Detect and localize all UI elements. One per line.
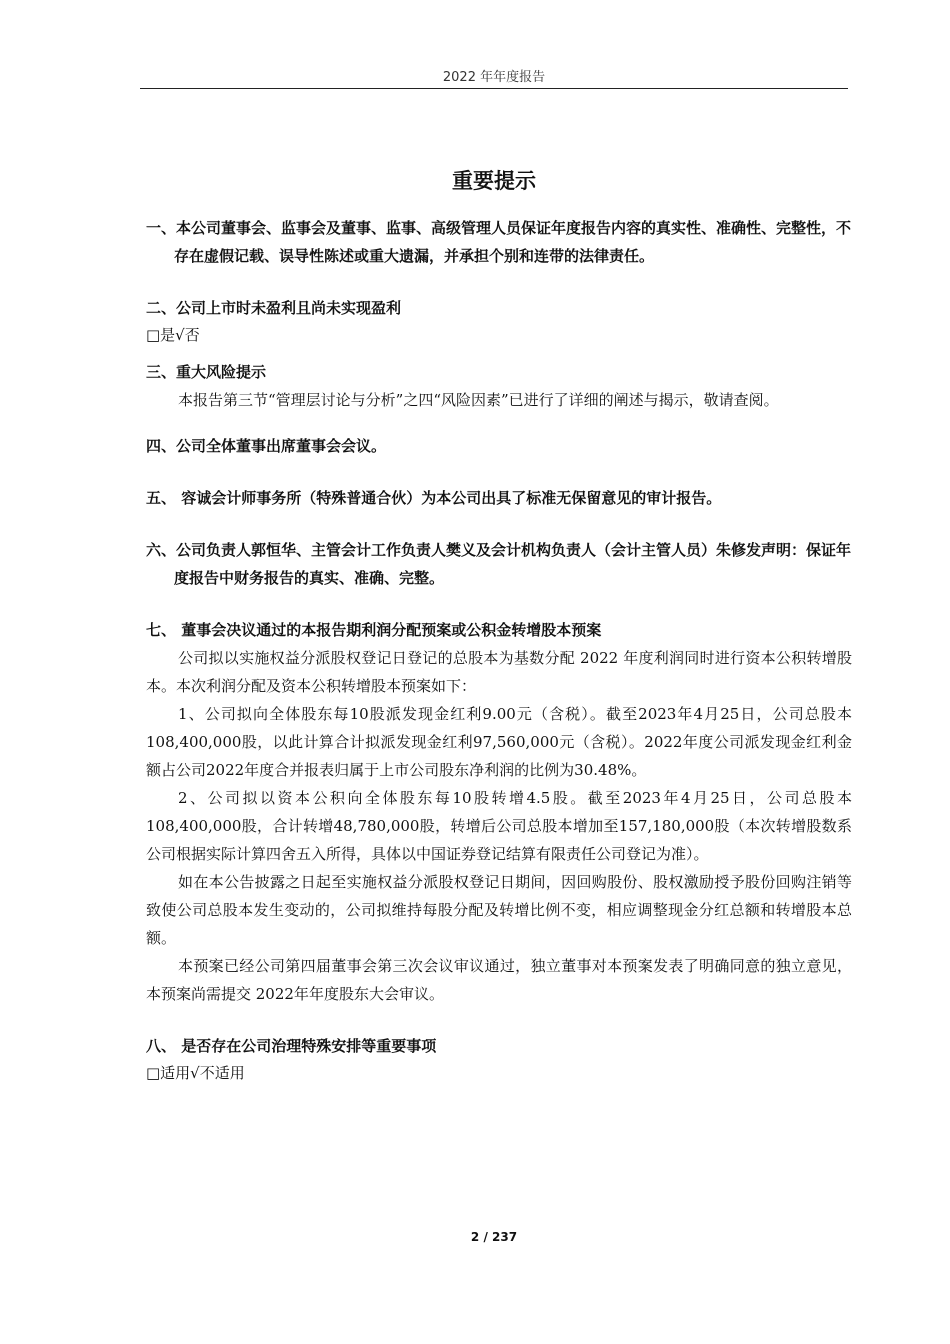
section-2-option: □是√否 [146,326,200,344]
page-number: 2 / 237 [470,1230,518,1244]
section-7-paragraph-4: 如在本公告披露之日起至实施权益分派股权登记日期间，因回购股份、股权激励授予股份回购注销等致使公司总股本发生变动的，公司拟维持每股分配及转增比例不变，相应调整现金分红总额和转增股本总额。 [146,873,852,947]
section-7-paragraph-3: 2、公司拟以资本公积向全体股东每10股转增4.5股。截至2023年4月25日，公司总股本108,400,000股，合计转增48,780,000股，转增后公司总股本增加至157,180,000股（本次转增股数系公司根据实际计算四舍五入所得，具体以中国证券登记结算有限责任公司登记为准）。 [146,789,852,863]
section-1: 一、本公司董事会、监事会及董事、监事、高级管理人员保证年度报告内容的真实性、准确性、完整性，不存在虚假记载、误导性陈述或重大遗漏，并承担个别和连带的法律责任。 [146,219,852,265]
section-5: 五、 容诚会计师事务所（特殊普通合伙）为本公司出具了标准无保留意见的审计报告。 [146,489,722,507]
section-3-body: 本报告第三节“管理层讨论与分析”之四“风险因素”已进行了详细的阐述与揭示，敬请查阅。 [178,391,779,409]
section-4: 四、公司全体董事出席董事会会议。 [146,437,387,455]
page-title: 重要提示 [452,169,536,193]
section-8-heading: 八、 是否存在公司治理特殊安排等重要事项 [146,1037,437,1055]
section-6: 六、公司负责人郭恒华、主管会计工作负责人樊义及会计机构负责人（会计主管人员）朱修发声明：保证年度报告中财务报告的真实、准确、完整。 [146,541,852,587]
header-divider [140,88,848,89]
section-7-paragraph-1: 公司拟以实施权益分派股权登记日登记的总股本为基数分配 2022 年度利润同时进行资本公积转增股本。本次利润分配及资本公积转增股本预案如下： [146,649,852,695]
section-7-paragraph-2: 1、公司拟向全体股东每10股派发现金红利9.00元（含税）。截至2023年4月25日，公司总股本108,400,000股，以此计算合计拟派发现金红利97,560,000元（含税）。2022年度公司派发现金红利金额占公司2022年度合并报表归属于上市公司股东净利润的比例为30.48%。 [146,705,852,779]
section-7-paragraph-5: 本预案已经公司第四届董事会第三次会议审议通过，独立董事对本预案发表了明确同意的独立意见，本预案尚需提交 2022年年度股东大会审议。 [146,957,852,1003]
section-2-heading: 二、公司上市时未盈利且尚未实现盈利 [146,299,402,317]
page-header: 2022 年年度报告 [442,70,546,85]
section-3-heading: 三、重大风险提示 [146,363,267,381]
section-7-heading: 七、 董事会决议通过的本报告期利润分配预案或公积金转增股本预案 [146,621,602,639]
section-8-option: □适用√不适用 [146,1064,245,1082]
document-body [146,214,852,1086]
